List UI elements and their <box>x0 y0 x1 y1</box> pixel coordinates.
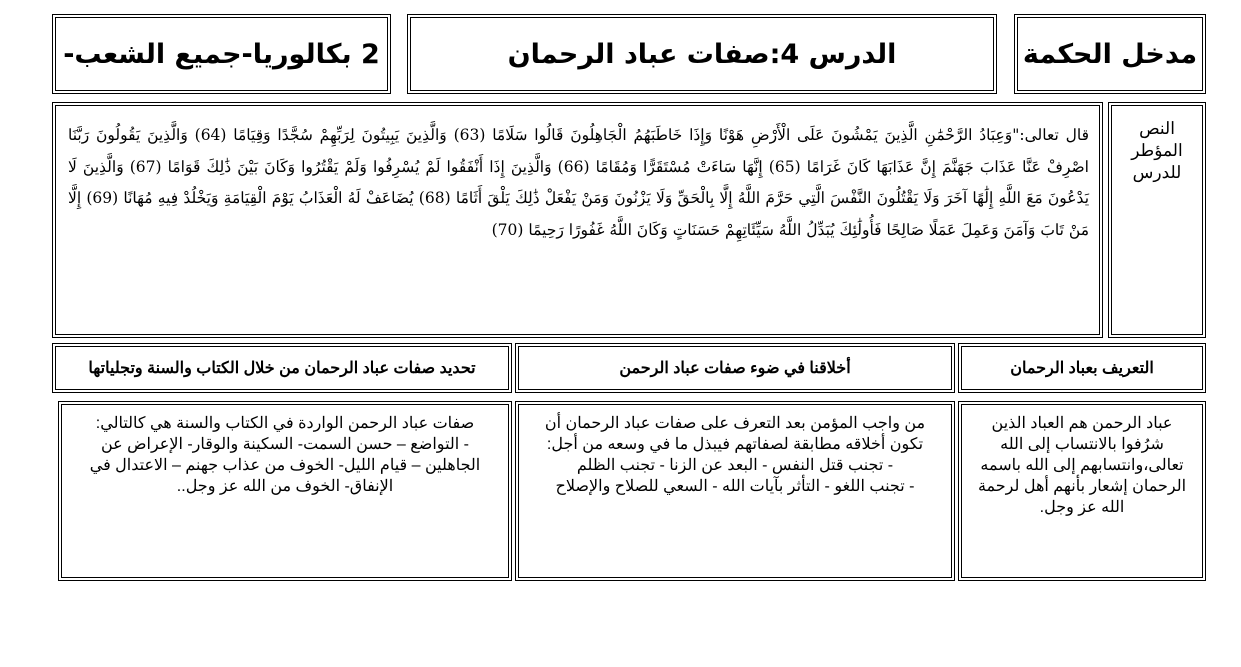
traits-list: - التواضع – حسن السمت- السكينة والوقار- الإعراض عن الجاهلين – قيام الليل- الخوف من عذاب جهنم – الاعتدال في الإنفاق- الخوف من الله عز وجل.. <box>89 436 481 495</box>
traits-intro: صفات عباد الرحمن الواردة في الكتاب والسنة هي كالتالي: <box>95 415 475 432</box>
ethics-intro: من واجب المؤمن بعد التعرف على صفات عباد الرحمان أن تكون أخلاقه مطابقة لصفاتهم فيبذل ما في وسعه من أجل: <box>544 415 926 453</box>
quran-passage-text: قال تعالى:"وَعِبَادُ الرَّحْمَٰنِ الَّذِينَ يَمْشُونَ عَلَى الْأَرْضِ هَوْنًا وَإِذَا خَاطَبَهُمُ الْجَاهِلُونَ قَالُوا سَلَامًا (63) وَالَّذِينَ يَبِيتُونَ لِرَبِّهِمْ سُجَّدًا وَقِيَامًا (64) وَالَّذِينَ يَقُولُونَ رَبَّنَا اصْرِفْ عَنَّا عَذَابَ جَهَنَّمَ إِنَّ عَذَابَهَا كَانَ غَرَامًا (65) إِنَّهَا سَاءَتْ مُسْتَقَرًّا وَمُقَامًا (66) وَالَّذِينَ إِذَا أَنْفَقُوا لَمْ يُسْرِفُوا وَلَمْ يَقْتُرُوا وَكَانَ بَيْنَ ذَٰلِكَ قَوَامًا (67) وَالَّذِينَ لَا يَدْعُونَ مَعَ اللَّهِ إِلَٰهًا آخَرَ وَلَا يَقْتُلُونَ النَّفْسَ الَّتِي حَرَّمَ اللَّهُ إِلَّا بِالْحَقِّ وَلَا يَزْنُونَ وَمَنْ يَفْعَلْ ذَٰلِكَ يَلْقَ أَثَامًا (68) يُضَاعَفْ لَهُ الْعَذَابُ يَوْمَ الْقِيَامَةِ وَيَخْلُدْ فِيهِ مُهَانًا (69) إِلَّا مَنْ تَابَ وَآمَنَ وَعَمِلَ عَمَلًا صَالِحًا فَأُولَٰئِكَ يُبَدِّلُ اللَّهُ سَيِّئَاتِهِمْ حَسَنَاتٍ وَكَانَ اللَّهُ غَفُورًا رَحِيمًا (70) <box>68 126 1090 239</box>
section-title: أخلاقنا في ضوء صفات عباد الرحمن <box>619 360 851 377</box>
lesson-title: الدرس 4:صفات عباد الرحمان <box>507 38 897 70</box>
level-box <box>52 14 391 94</box>
section-header-ethics <box>515 343 955 393</box>
ethics-list-item: - تجنب قتل النفس - البعد عن الزنا - تجنب الظلم <box>576 457 894 474</box>
section-body-traits <box>58 401 512 581</box>
level-label: 2 بكالوريا-جميع الشعب- <box>63 38 380 70</box>
definition-text: عباد الرحمن هم العباد الذين شرُفوا بالانتساب إلى الله تعالى،وانتسابهم إلى الله باسمه الرحمان إشعار بأنهم أهل لرحمة الله عز وجل. <box>977 415 1187 516</box>
section-body-ethics <box>515 401 955 581</box>
quran-passage <box>52 102 1103 338</box>
passage-label-box <box>1108 102 1206 338</box>
passage-label: النص المؤطر للدرس <box>1131 119 1183 182</box>
section-label-box <box>1014 14 1206 94</box>
ethics-list-item: - تجنب اللغو - التأثر بآيات الله - السعي للصلاح والإصلاح <box>555 478 915 495</box>
section-header-definition <box>958 343 1206 393</box>
section-title: التعريف بعباد الرحمان <box>1010 360 1154 377</box>
section-header-traits <box>52 343 512 393</box>
lesson-title-box <box>407 14 997 94</box>
section-label: مدخل الحكمة <box>1022 38 1198 70</box>
section-title: تحديد صفات عباد الرحمان من خلال الكتاب والسنة وتجلياتها <box>88 360 476 377</box>
section-body-definition <box>958 401 1206 581</box>
